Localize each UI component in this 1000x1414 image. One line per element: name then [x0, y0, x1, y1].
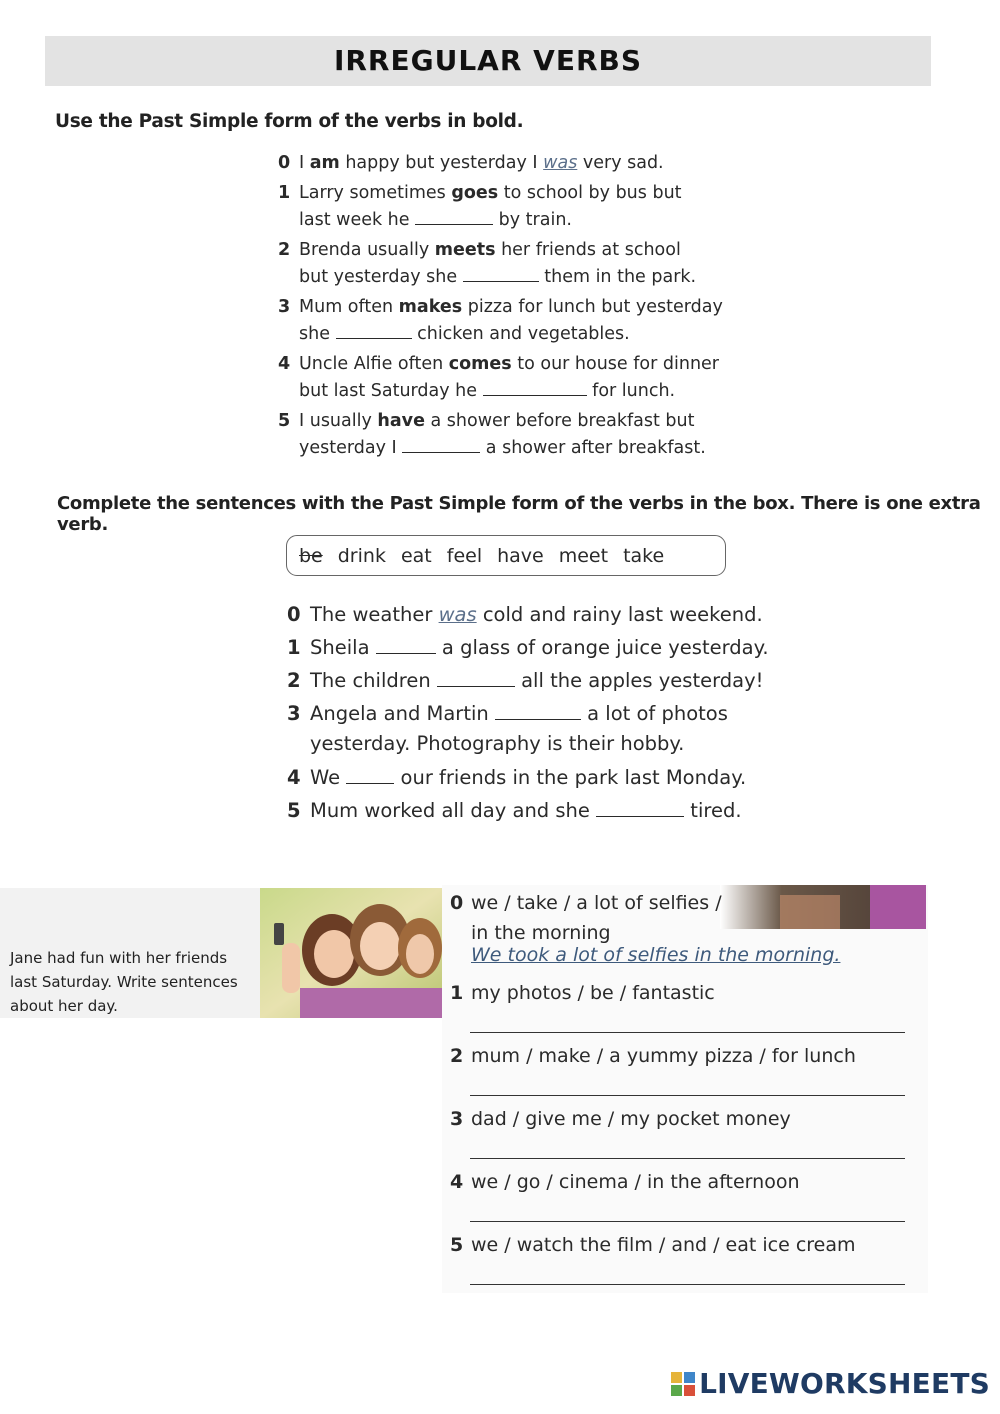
liveworksheets-icon [671, 1372, 695, 1396]
exercise-item: 4 We our friends in the park last Monday. [287, 766, 747, 789]
answer-blank[interactable] [437, 672, 515, 687]
selfie-photo [260, 888, 442, 1018]
exercise-item: 0 I am happy but yesterday I was very sad. [278, 153, 664, 173]
exercise-item: 3 dad / give me / my pocket money [450, 1108, 791, 1130]
exercise-item: 5 I usually have a shower before breakfast but yesterday I a shower after breakfast. [278, 411, 706, 458]
word-box-item: meet [558, 545, 609, 567]
title-bar [45, 36, 931, 86]
exercise-item: 2 Brenda usually meets her friends at school but yesterday she them in the park. [278, 240, 697, 287]
exercise-item: 1 Larry sometimes goes to school by bus but last week he by train. [278, 183, 682, 230]
exercise-item: 5 we / watch the film / and / eat ice cream [450, 1234, 856, 1256]
answer-blank[interactable] [415, 210, 493, 225]
word-box-item: feel [446, 545, 483, 567]
answer-blank[interactable] [346, 769, 394, 784]
answer-line[interactable] [470, 1032, 905, 1033]
exercise-item: 0 The weather was cold and rainy last weekend. [287, 603, 763, 626]
exercise-item: 5 Mum worked all day and she tired. [287, 799, 742, 822]
word-box-item: take [623, 545, 665, 567]
page-title: IRREGULAR VERBS [333, 44, 643, 77]
answer-blank[interactable] [463, 267, 539, 282]
answer-line[interactable] [470, 1095, 905, 1096]
section2-instruction: Complete the sentences with the Past Simple form of the verbs in the box. There is one extra verb. [57, 493, 981, 535]
exercise-item: 4 Uncle Alfie often comes to our house for dinner but last Saturday he for lunch. [278, 354, 719, 401]
exercise-item: 2 The children all the apples yesterday! [287, 669, 764, 692]
section1-instruction: Use the Past Simple form of the verbs in bold. [55, 111, 524, 132]
example-answer: was [438, 603, 477, 626]
answer-blank[interactable] [483, 381, 587, 396]
word-box-item: have [497, 545, 544, 567]
section1-exercise [278, 150, 738, 462]
exercise-item: 3 Mum often makes pizza for lunch but yesterday she chicken and vegetables. [278, 297, 723, 344]
exercise-item: 0 we / take / a lot of selfies / in the morning We took a lot of selfies in the morning. [450, 892, 841, 966]
example-answer: We took a lot of selfies in the morning. [471, 944, 841, 966]
exercise-item: 3 Angela and Martin a lot of photos yesterday. Photography is their hobby. [287, 702, 728, 755]
answer-blank[interactable] [495, 705, 581, 720]
answer-blank[interactable] [596, 802, 684, 817]
brand-logo[interactable]: LIVEWORKSHEETS [671, 1367, 990, 1400]
exercise-item: 2 mum / make / a yummy pizza / for lunch [450, 1045, 856, 1067]
exercise-item: 1 my photos / be / fantastic [450, 982, 715, 1004]
example-answer: was [543, 153, 578, 173]
answer-blank[interactable] [402, 438, 480, 453]
answer-blank[interactable] [376, 639, 436, 654]
word-box-item: eat [400, 545, 432, 567]
section2-exercise [287, 598, 787, 827]
answer-blank[interactable] [336, 324, 412, 339]
word-box-item: drink [337, 545, 386, 567]
section3-exercise [450, 888, 920, 965]
word-box-item: be [299, 545, 323, 567]
answer-line[interactable] [470, 1158, 905, 1159]
section3-intro: Jane had fun with her friends last Saturday. Write sentences about her day. [10, 949, 238, 1015]
answer-line[interactable] [470, 1221, 905, 1222]
exercise-item: 4 we / go / cinema / in the afternoon [450, 1171, 800, 1193]
word-box [286, 535, 726, 576]
exercise-item: 1 Sheila a glass of orange juice yesterday. [287, 636, 769, 659]
answer-line[interactable] [470, 1284, 905, 1285]
